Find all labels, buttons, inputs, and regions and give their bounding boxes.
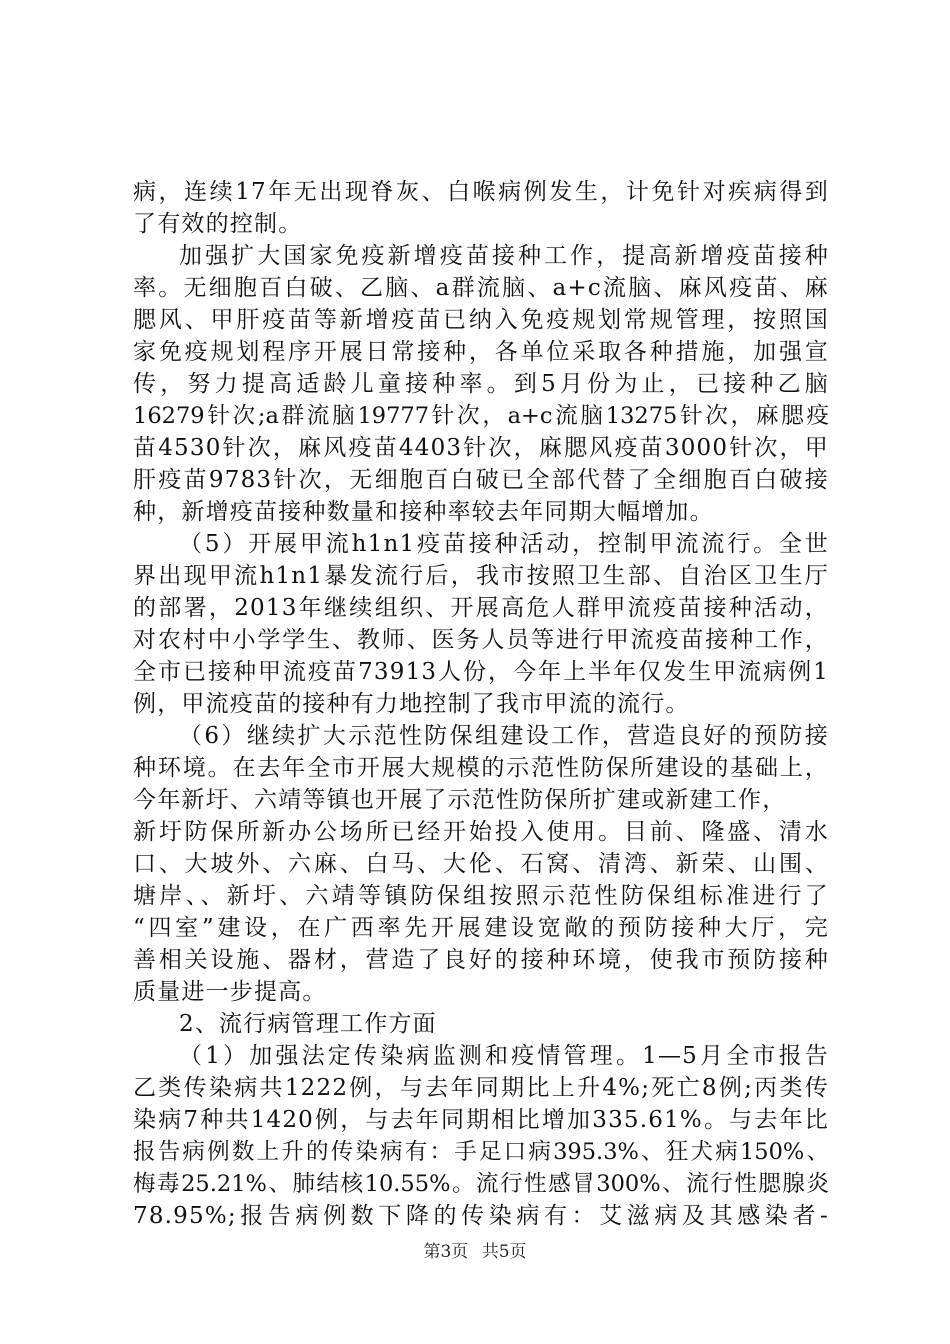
text-line: 腮风、甲肝疫苗等新增疫苗已纳入免疫规划常规管理，按照国: [133, 307, 829, 333]
text-line: 报告病例数上升的传染病有：手足口病395.3%、狂犬病150%、: [133, 1139, 829, 1165]
text-line: 苗4530针次，麻风疫苗4403针次，麻腮风疫苗3000针次，甲: [133, 435, 829, 461]
text-line: 78.95%;报告病例数下降的传染病有：艾滋病及其感染者-: [133, 1203, 829, 1229]
text-line: 的部署，2013年继续组织、开展高危人群甲流疫苗接种活动，: [133, 595, 829, 621]
text-line: 2、流行病管理工作方面: [179, 1011, 437, 1037]
text-line: 种环境。在去年全市开展大规模的示范性防保所建设的基础上，: [133, 755, 829, 781]
text-line: 对农村中小学学生、教师、医务人员等进行甲流疫苗接种工作，: [133, 627, 829, 653]
text-line: 种，新增疫苗接种数量和接种率较去年同期大幅增加。: [133, 499, 714, 525]
text-line: 加强扩大国家免疫新增疫苗接种工作，提高新增疫苗接种: [179, 243, 829, 269]
text-line: 塘岸、、新圩、六靖等镇防保组按照示范性防保组标准进行了: [133, 883, 829, 909]
text-line: 界出现甲流h1n1暴发流行后，我市按照卫生部、自治区卫生厅: [133, 563, 829, 589]
text-line: 了有效的控制。: [133, 211, 303, 237]
text-line: 全市已接种甲流疫苗73913人份，今年上半年仅发生甲流病例1: [133, 659, 829, 685]
page-number: 第3页: [423, 1242, 469, 1262]
text-line: 梅毒25.21%、肺结核10.55%。流行性感冒300%、流行性腮腺炎: [133, 1171, 829, 1197]
text-line: 乙类传染病共1222例，与去年同期比上升4%;死亡8例;丙类传: [133, 1075, 829, 1101]
text-line: 家免疫规划程序开展日常接种，各单位采取各种措施，加强宣: [133, 339, 829, 365]
text-line: 今年新圩、六靖等镇也开展了示范性防保所扩建或新建工作，: [133, 787, 787, 813]
text-line: 质量进一步提高。: [133, 979, 327, 1005]
text-line: 染病7种共1420例，与去年同期相比增加335.61%。与去年比: [133, 1107, 829, 1133]
text-line: 传，努力提高适龄儿童接种率。到5月份为止，已接种乙脑: [133, 371, 829, 397]
document-body: [133, 176, 829, 1232]
text-line: （5）开展甲流h1n1疫苗接种活动，控制甲流流行。全世: [179, 531, 829, 557]
text-line: 新圩防保所新办公场所已经开始投入使用。目前、隆盛、清水: [133, 819, 829, 845]
text-line: 率。无细胞百白破、乙脑、a群流脑、a+c流脑、麻风疫苗、麻: [133, 275, 829, 301]
text-line: “四室”建设，在广西率先开展建设宽敞的预防接种大厅，完: [133, 915, 829, 941]
text-line: 善相关设施、器材，营造了良好的接种环境，使我市预防接种: [133, 947, 829, 973]
text-line: 肝疫苗9783针次，无细胞百白破已全部代替了全细胞百白破接: [133, 467, 829, 493]
text-line: （1）加强法定传染病监测和疫情管理。1—5月全市报告: [179, 1043, 829, 1069]
text-line: 例，甲流疫苗的接种有力地控制了我市甲流的流行。: [133, 691, 690, 717]
page-footer: [0, 1242, 950, 1262]
text-line: 病，连续17年无出现脊灰、白喉病例发生，计免针对疾病得到: [133, 179, 829, 205]
text-line: （6）继续扩大示范性防保组建设工作，营造良好的预防接: [179, 723, 829, 749]
page-total: 共5页: [481, 1242, 527, 1262]
text-line: 16279针次;a群流脑19777针次，a+c流脑13275针次，麻腮疫: [133, 403, 829, 429]
text-line: 口、大坡外、六麻、白马、大伦、石窝、清湾、新荣、山围、: [133, 851, 829, 877]
